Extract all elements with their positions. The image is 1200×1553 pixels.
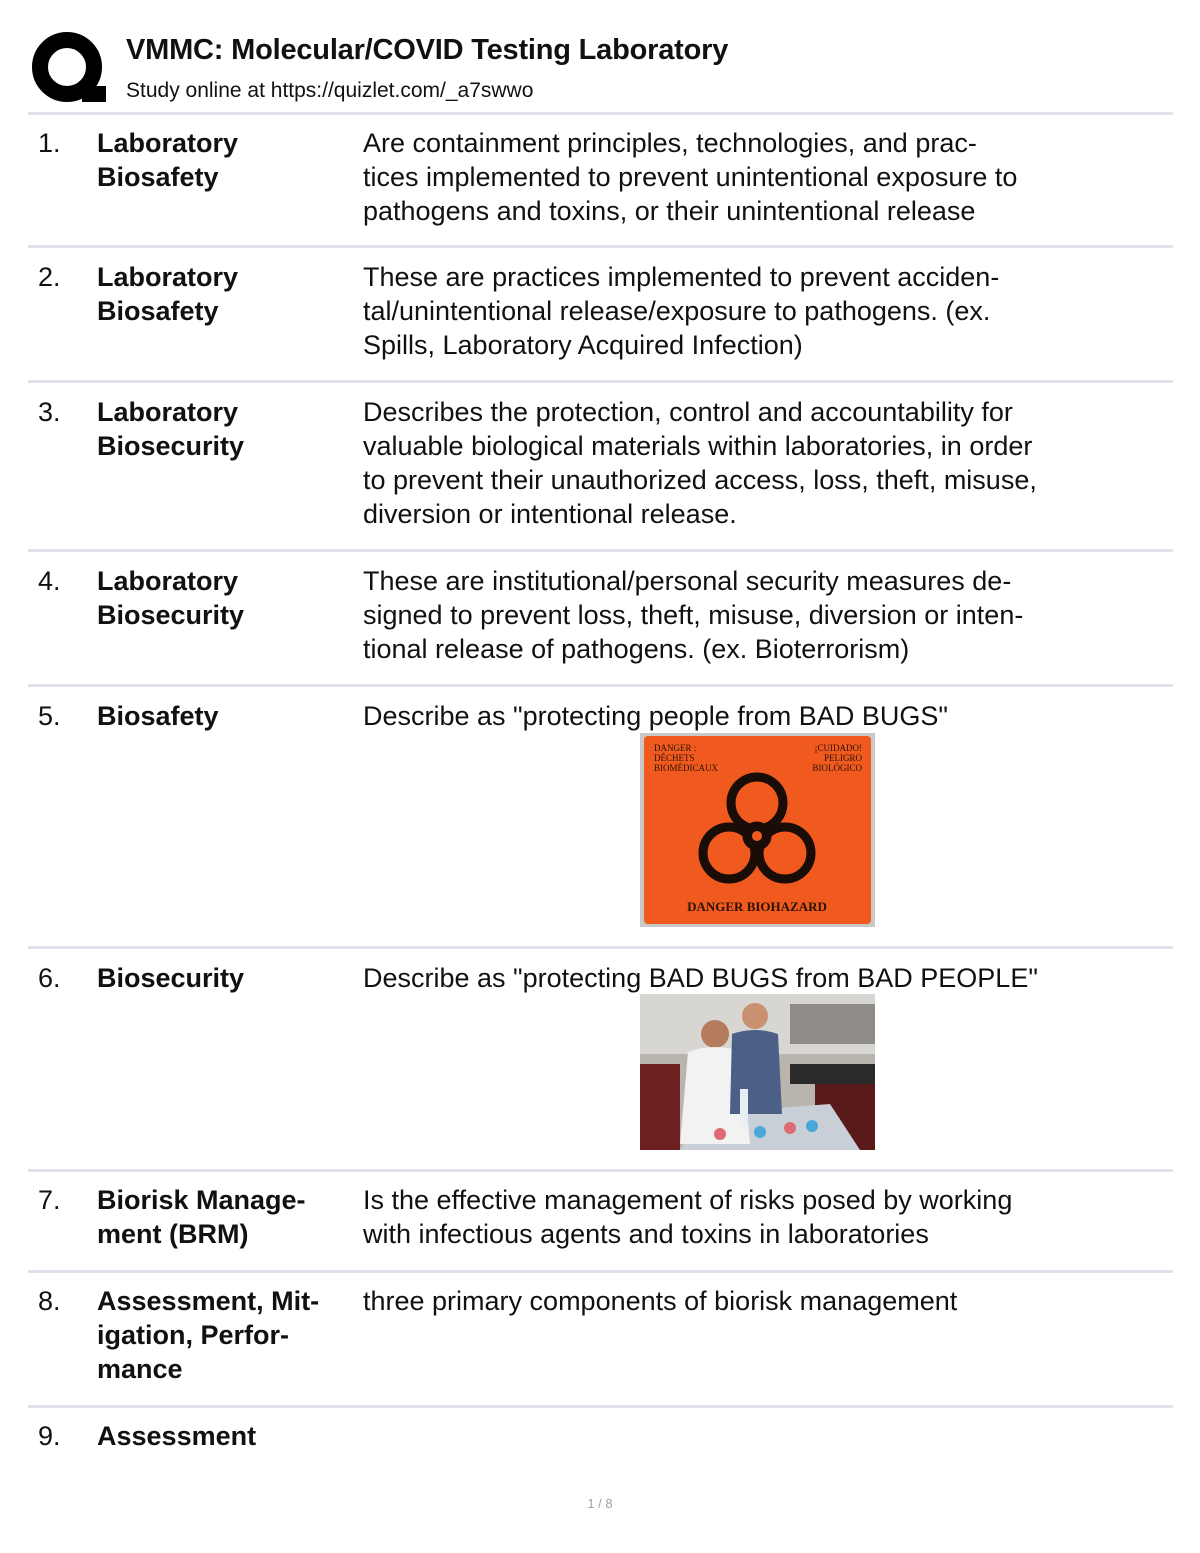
card-number: 3. [38,397,61,427]
card-number: 5. [38,701,61,731]
divider [28,946,1173,949]
lab-workers-photo [640,994,875,1150]
biohazard-icon [640,733,875,927]
card-number: 1. [38,128,61,158]
card-definition: Is the effective management of risks posed by working with infectious agents and toxins in laboratories [363,1185,1013,1249]
page-number: 1 / 8 [587,1496,613,1511]
card-term: Biosecurity [97,963,245,993]
card-term: Biosafety [97,701,219,731]
divider [28,380,1173,383]
divider [28,1270,1173,1273]
divider [28,112,1173,115]
biohazard-sign-image [640,733,875,927]
card-number: 2. [38,262,61,292]
card-term: Assessment, Mit- igation, Perfor- mance [97,1286,320,1384]
card-term: Laboratory Biosecurity [97,566,245,630]
card-term: Assessment [97,1421,257,1451]
divider [28,1169,1173,1172]
divider [28,684,1173,687]
sign-text-bottom: DANGER BIOHAZARD [687,899,827,914]
card-number: 8. [38,1286,61,1316]
page-title: VMMC: Molecular/COVID Testing Laboratory [126,34,729,66]
lab-photo-icon [640,994,875,1150]
card-term: Laboratory Biosafety [97,262,239,326]
card-definition: three primary components of biorisk management [363,1286,958,1316]
card-definition: Are containment principles, technologies, and prac- tices implemented to prevent unintentional exposure to pathogens and toxins, or their unintentional release [363,128,1018,226]
quizlet-logo-icon [30,30,108,108]
header [30,30,1172,110]
divider [28,245,1173,248]
card-definition: These are institutional/personal security measures de- signed to prevent loss, theft, misuse, diversion or inten- tional release of pathogens. (ex. Bioterrorism) [363,566,1024,664]
card-definition: Describe as "protecting people from BAD BUGS" [363,701,948,731]
card-number: 9. [38,1421,61,1451]
card-term: Biorisk Manage- ment (BRM) [97,1185,306,1249]
divider [28,549,1173,552]
card-definition: Describes the protection, control and accountability for valuable biological materials within laboratories, in order to prevent their unauthorized access, loss, theft, misuse, diversion or intentional release. [363,397,1037,529]
card-definition: Describe as "protecting BAD BUGS from BAD PEOPLE" [363,963,1038,993]
card-number: 4. [38,566,61,596]
sign-text-spanish: ¡CUIDADO! PELIGRO BIOLÓGICO [812,743,862,773]
card-number: 7. [38,1185,61,1215]
card-number: 6. [38,963,61,993]
sign-text-french: DANGER : DÉCHETS BIOMÉDICAUX [654,743,718,773]
study-link-text: Study online at https://quizlet.com/_a7swwo [126,79,534,102]
card-term: Laboratory Biosafety [97,128,239,192]
card-definition: These are practices implemented to prevent acciden- tal/unintentional release/exposure to pathogens. (ex. Spills, Laboratory Acquired Infection) [363,262,1000,360]
divider [28,1405,1173,1408]
card-term: Laboratory Biosecurity [97,397,245,461]
